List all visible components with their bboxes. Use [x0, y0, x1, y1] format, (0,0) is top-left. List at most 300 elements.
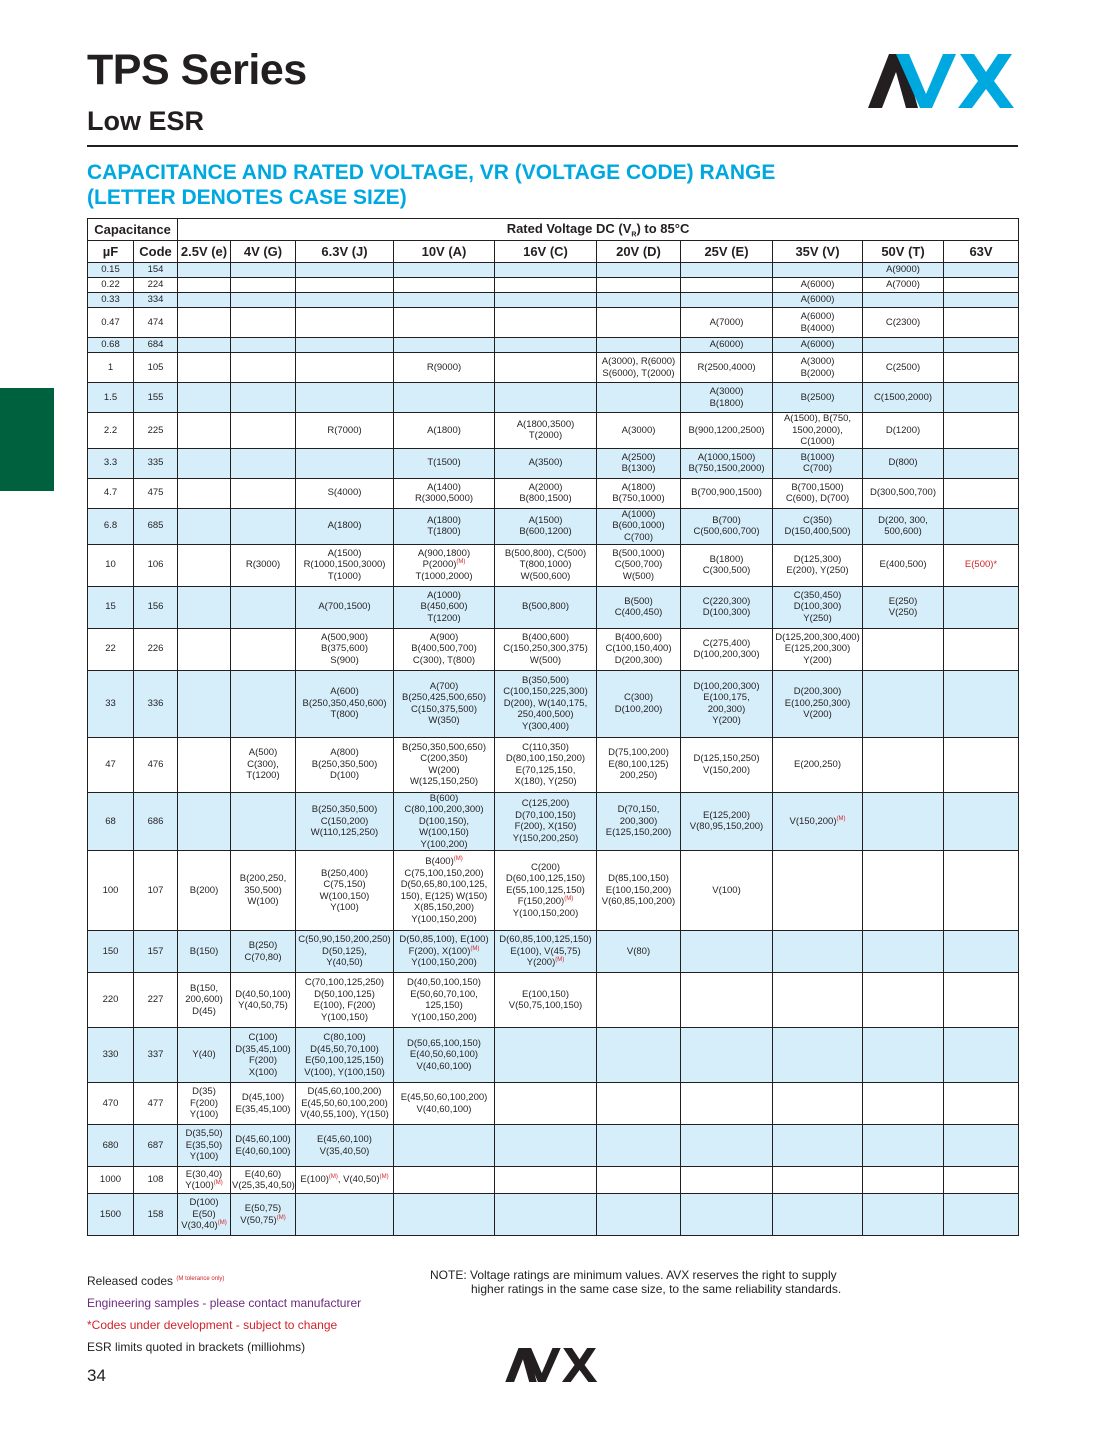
cell-rating	[597, 293, 681, 308]
cell-rating	[863, 851, 944, 931]
cell-rating	[178, 508, 231, 544]
table-column-header	[88, 241, 1019, 263]
cell-rating	[231, 413, 296, 449]
cell-rating	[178, 293, 231, 308]
cell-rating	[597, 1125, 681, 1167]
cell-capacitance: 1.5	[88, 383, 134, 413]
cell-code: 158	[134, 1194, 178, 1236]
cell-rating	[394, 338, 495, 353]
cell-rating	[863, 792, 944, 851]
cell-rating: E(30,40) $Y(100)^{(M)}$	[178, 1167, 231, 1194]
cell-rating	[863, 1125, 944, 1167]
cell-rating	[944, 1125, 1019, 1167]
cell-rating: D(45,60,100,200) E(45,50,60,100,200) V(40,55,100), Y(150)	[296, 1083, 394, 1125]
cell-code: 476	[134, 737, 178, 792]
cell-rating: A(700,1500)	[296, 586, 394, 628]
cell-rating: B(150, 200,600) D(45)	[178, 973, 231, 1028]
cell-rating	[944, 586, 1019, 628]
cell-rating: B(500,800)	[495, 586, 597, 628]
table-group-header	[88, 219, 1019, 241]
cell-rating: $B(400)^{(M)}$ C(75,100,150,200) D(50,65,80,100,125, 150), E(125) W(150) X(85,150,200) Y(100,150,200)	[394, 851, 495, 931]
cell-rating: T(1500)	[394, 448, 495, 478]
cell-rating	[597, 1028, 681, 1083]
header-voltage: 20V (D)	[597, 241, 681, 263]
cell-rating: D(300,500,700)	[863, 478, 944, 508]
cell-rating: B(250) C(70,80)	[231, 931, 296, 973]
cell-rating: C(80,100) D(45,50,70,100) E(50,100,125,150) V(100), Y(100,150)	[296, 1028, 394, 1083]
cell-rating	[944, 383, 1019, 413]
cell-rating: D(125,150,250) V(150,200)	[681, 737, 773, 792]
cell-rating	[681, 1028, 773, 1083]
cell-rating	[944, 851, 1019, 931]
cell-rating	[231, 670, 296, 737]
cell-code: 155	[134, 383, 178, 413]
cell-rating	[178, 478, 231, 508]
cell-rating: A(1800) T(1800)	[394, 508, 495, 544]
cell-rating: A(1500), B(750, 1500,2000), C(1000)	[773, 413, 863, 449]
cell-code: 335	[134, 448, 178, 478]
cell-capacitance: 33	[88, 670, 134, 737]
table-row	[88, 448, 1019, 478]
cell-rating	[495, 353, 597, 383]
cell-rating	[863, 737, 944, 792]
cell-rating	[681, 263, 773, 278]
cell-rating	[296, 448, 394, 478]
header-voltage: 2.5V (e)	[178, 241, 231, 263]
avx-logo	[868, 54, 1018, 108]
table-row	[88, 413, 1019, 449]
cell-rating	[231, 293, 296, 308]
cell-rating: R(2500,4000)	[681, 353, 773, 383]
cell-rating: C(1500,2000)	[863, 383, 944, 413]
cell-rating: S(4000)	[296, 478, 394, 508]
cell-rating: E(45,50,60,100,200) V(40,60,100)	[394, 1083, 495, 1125]
header-voltage: 4V (G)	[231, 241, 296, 263]
cell-rating: C(200) D(60,100,125,150) E(55,100,125,150) $F(150,200)^{(M)}$ Y(100,150,200)	[495, 851, 597, 931]
cell-rating	[863, 973, 944, 1028]
cell-rating: E(40,60) V(25,35,40,50)	[231, 1167, 296, 1194]
cell-rating: A(6000)	[773, 338, 863, 353]
cell-rating	[178, 308, 231, 338]
avx-footer-logo	[505, 1348, 600, 1382]
table-row	[88, 278, 1019, 293]
cell-rating: D(85,100,150) E(100,150,200) V(60,85,100,200)	[597, 851, 681, 931]
cell-rating: A(3000) B(2000)	[773, 353, 863, 383]
table-row	[88, 478, 1019, 508]
table-row	[88, 1125, 1019, 1167]
cell-rating	[394, 308, 495, 338]
cell-rating	[394, 293, 495, 308]
table-row	[88, 1083, 1019, 1125]
table-row	[88, 383, 1019, 413]
cell-rating	[394, 1167, 495, 1194]
cell-rating	[863, 293, 944, 308]
m-tolerance-marker: (M)	[276, 1214, 286, 1221]
cell-rating: B(1800) C(300,500)	[681, 544, 773, 586]
cell-rating	[863, 1194, 944, 1236]
cell-rating	[863, 931, 944, 973]
cell-rating	[231, 338, 296, 353]
cell-rating	[296, 353, 394, 383]
cell-rating	[944, 1194, 1019, 1236]
cell-rating	[495, 308, 597, 338]
cell-rating: B(2500)	[773, 383, 863, 413]
cell-rating: A(3000)	[597, 413, 681, 449]
cell-rating: A(1000) B(450,600) T(1200)	[394, 586, 495, 628]
cell-rating: A(7000)	[863, 278, 944, 293]
table-row	[88, 931, 1019, 973]
cell-code: 337	[134, 1028, 178, 1083]
cell-rating	[495, 1125, 597, 1167]
table-row	[88, 586, 1019, 628]
cell-capacitance: 0.33	[88, 293, 134, 308]
cell-rating: A(500) C(300), T(1200)	[231, 737, 296, 792]
cell-rating: B(250,350,500,650) C(200,350) W(200) W(125,150,250)	[394, 737, 495, 792]
cell-rating: B(700,1500) C(600), D(700)	[773, 478, 863, 508]
cell-rating: C(350) D(150,400,500)	[773, 508, 863, 544]
cell-rating: D(1200)	[863, 413, 944, 449]
cell-rating: C(70,100,125,250) D(50,100,125) E(100), F(200) Y(100,150)	[296, 973, 394, 1028]
table-row	[88, 792, 1019, 851]
cell-rating	[944, 448, 1019, 478]
cell-rating	[863, 1167, 944, 1194]
cell-rating	[944, 1083, 1019, 1125]
page-number: 34	[87, 1366, 106, 1385]
cell-rating	[944, 353, 1019, 383]
cell-rating	[944, 478, 1019, 508]
table-row	[88, 628, 1019, 670]
cell-code: 336	[134, 670, 178, 737]
cell-rating	[178, 792, 231, 851]
cell-rating	[296, 293, 394, 308]
header-voltage: 10V (A)	[394, 241, 495, 263]
cell-rating: E(50,75) $V(50,75)^{(M)}$	[231, 1194, 296, 1236]
cell-rating: D(75,100,200) E(80,100,125) 200,250)	[597, 737, 681, 792]
cell-capacitance: 330	[88, 1028, 134, 1083]
cell-rating: A(900,1800) $P(2000)^{(M)}$ T(1000,2000)	[394, 544, 495, 586]
cell-code: 684	[134, 338, 178, 353]
cell-capacitance: 470	[88, 1083, 134, 1125]
cell-rating	[597, 278, 681, 293]
cell-rating: D(60,85,100,125,150) E(100), V(45,75) $Y(200)^{(M)}$	[495, 931, 597, 973]
legend-engineering: Engineering samples - please contact manufacturer	[87, 1296, 362, 1310]
cell-rating: E(400,500)	[863, 544, 944, 586]
cell-rating: A(1000) B(600,1000) C(700)	[597, 508, 681, 544]
table-row	[88, 973, 1019, 1028]
table-row	[88, 293, 1019, 308]
cell-rating	[773, 1125, 863, 1167]
cell-rating: B(900,1200,2500)	[681, 413, 773, 449]
cell-rating	[681, 973, 773, 1028]
cell-rating	[495, 1028, 597, 1083]
cell-rating: B(350,500) C(100,150,225,300) D(200), W(140,175, 250,400,500) Y(300,400)	[495, 670, 597, 737]
cell-rating: R(7000)	[296, 413, 394, 449]
header-rated-voltage: Rated Voltage DC $(V_R)$ to 85°C	[178, 219, 1019, 241]
cell-code: 686	[134, 792, 178, 851]
cell-rating	[495, 338, 597, 353]
cell-rating: D(35,50) E(35,50) Y(100)	[178, 1125, 231, 1167]
cell-rating	[944, 931, 1019, 973]
cell-rating: D(800)	[863, 448, 944, 478]
cell-rating: D(50,65,100,150) E(40,50,60,100) V(40,60,100)	[394, 1028, 495, 1083]
cell-rating	[495, 278, 597, 293]
cell-rating: A(6000)	[773, 293, 863, 308]
m-tolerance-marker: (M)	[470, 945, 480, 952]
m-tolerance-marker: (M)	[555, 957, 565, 964]
cell-rating: A(1500) R(1000,1500,3000) T(1000)	[296, 544, 394, 586]
cell-rating: B(200)	[178, 851, 231, 931]
cell-rating	[495, 293, 597, 308]
cell-rating	[681, 1125, 773, 1167]
cell-rating	[944, 293, 1019, 308]
cell-rating: E(125,200) V(80,95,150,200)	[681, 792, 773, 851]
cell-rating: B(400,600) C(100,150,400) D(200,300)	[597, 628, 681, 670]
cell-capacitance: 0.68	[88, 338, 134, 353]
cell-capacitance: 1500	[88, 1194, 134, 1236]
m-tolerance-marker: (M)	[379, 1174, 389, 1181]
note	[430, 1268, 890, 1296]
cell-rating	[495, 383, 597, 413]
cell-rating: A(600) B(250,350,450,600) T(800)	[296, 670, 394, 737]
cell-rating: A(9000)	[863, 263, 944, 278]
cell-rating	[681, 1083, 773, 1125]
cell-rating	[944, 737, 1019, 792]
cell-rating	[231, 586, 296, 628]
cell-rating: B(700) C(500,600,700)	[681, 508, 773, 544]
cell-rating: C(275,400) D(100,200,300)	[681, 628, 773, 670]
cell-rating: A(1800)	[394, 413, 495, 449]
m-tolerance-marker: (M)	[836, 815, 846, 822]
cell-rating: A(3500)	[495, 448, 597, 478]
cell-rating: A(500,900) B(375,600) S(900)	[296, 628, 394, 670]
cell-rating: A(1800)	[296, 508, 394, 544]
legend	[87, 1268, 361, 1358]
cell-rating	[944, 413, 1019, 449]
cell-rating	[597, 973, 681, 1028]
header-capacitance: Capacitance	[88, 219, 178, 241]
cell-rating: C(125,200) D(70,100,150) F(200), X(150) Y(150,200,250)	[495, 792, 597, 851]
cell-capacitance: 47	[88, 737, 134, 792]
cell-rating	[944, 278, 1019, 293]
cell-rating: D(125,200,300,400) E(125,200,300) Y(200)	[773, 628, 863, 670]
cell-rating	[597, 383, 681, 413]
cell-capacitance: 0.22	[88, 278, 134, 293]
cell-rating	[597, 338, 681, 353]
m-tolerance-marker: (M)	[564, 896, 574, 903]
cell-code: 334	[134, 293, 178, 308]
cell-rating: A(1500) B(600,1200)	[495, 508, 597, 544]
cell-capacitance: 4.7	[88, 478, 134, 508]
cell-rating: A(3000) B(1800)	[681, 383, 773, 413]
cell-rating: A(1800,3500) T(2000)	[495, 413, 597, 449]
cell-rating: D(200,300) E(100,250,300) V(200)	[773, 670, 863, 737]
cell-rating	[773, 1083, 863, 1125]
cell-code: 105	[134, 353, 178, 383]
cell-rating	[394, 1194, 495, 1236]
cell-rating: C(50,90,150,200,250) D(50,125), Y(40,50)	[296, 931, 394, 973]
cell-rating	[495, 1194, 597, 1236]
cell-rating	[944, 670, 1019, 737]
cell-capacitance: 6.8	[88, 508, 134, 544]
cell-rating	[944, 338, 1019, 353]
cell-rating	[296, 308, 394, 338]
table-row	[88, 308, 1019, 338]
cell-rating: A(900) B(400,500,700) C(300), T(800)	[394, 628, 495, 670]
m-tolerance-marker: (M)	[217, 1220, 227, 1227]
cell-rating	[178, 353, 231, 383]
cell-rating	[863, 1028, 944, 1083]
cell-rating	[944, 973, 1019, 1028]
cell-rating: A(700) B(250,425,500,650) C(150,375,500) W(350)	[394, 670, 495, 737]
cell-rating: A(2000) B(800,1500)	[495, 478, 597, 508]
cell-rating	[597, 308, 681, 338]
cell-rating: E(45,60,100) V(35,40,50)	[296, 1125, 394, 1167]
cell-code: 157	[134, 931, 178, 973]
cell-rating: A(1400) R(3000,5000)	[394, 478, 495, 508]
capacitance-voltage-table	[87, 218, 1019, 1236]
cell-rating	[178, 628, 231, 670]
cell-rating	[495, 1083, 597, 1125]
m-tolerance-marker: (M)	[453, 855, 463, 862]
cell-rating: A(2500) B(1300)	[597, 448, 681, 478]
cell-rating	[231, 278, 296, 293]
cell-capacitance: 220	[88, 973, 134, 1028]
cell-code: 685	[134, 508, 178, 544]
header-code: Code	[134, 241, 178, 263]
cell-rating	[681, 1194, 773, 1236]
cell-capacitance: 0.15	[88, 263, 134, 278]
cell-rating	[944, 792, 1019, 851]
m-tolerance-marker: (M)	[456, 559, 466, 566]
cell-code: 154	[134, 263, 178, 278]
table-row	[88, 263, 1019, 278]
cell-rating	[231, 383, 296, 413]
cell-rating: A(1800) B(750,1000)	[597, 478, 681, 508]
cell-rating	[178, 278, 231, 293]
cell-rating	[944, 1028, 1019, 1083]
cell-rating	[231, 628, 296, 670]
table-row	[88, 353, 1019, 383]
cell-rating: D(200, 300, 500,600)	[863, 508, 944, 544]
cell-rating: D(100,200,300) E(100,175, 200,300) Y(200)	[681, 670, 773, 737]
table-row	[88, 508, 1019, 544]
cell-rating	[863, 670, 944, 737]
cell-rating	[231, 448, 296, 478]
cell-rating	[231, 478, 296, 508]
page-subtitle: Low ESR	[87, 106, 205, 136]
cell-rating: A(800) B(250,350,500) D(100)	[296, 737, 394, 792]
cell-rating	[944, 308, 1019, 338]
cell-rating: B(600) C(80,100,200,300) D(100,150), W(100,150) Y(100,200)	[394, 792, 495, 851]
cell-rating	[863, 628, 944, 670]
cell-rating	[178, 448, 231, 478]
cell-rating: D(45,100) E(35,45,100)	[231, 1083, 296, 1125]
cell-rating: V(80)	[597, 931, 681, 973]
cell-capacitance: 1	[88, 353, 134, 383]
cell-rating	[944, 628, 1019, 670]
cell-rating	[944, 508, 1019, 544]
cell-rating	[681, 931, 773, 973]
table-row	[88, 851, 1019, 931]
cell-rating: E(250) V(250)	[863, 586, 944, 628]
note-line2: higher ratings in the same case size, to the same reliability standards.	[471, 1282, 842, 1296]
cell-rating	[231, 353, 296, 383]
cell-rating	[944, 263, 1019, 278]
cell-capacitance: 0.47	[88, 308, 134, 338]
cell-code: 477	[134, 1083, 178, 1125]
cell-code: 226	[134, 628, 178, 670]
cell-rating	[296, 278, 394, 293]
cell-capacitance: 22	[88, 628, 134, 670]
cell-rating: B(500,800), C(500) T(800,1000) W(500,600)	[495, 544, 597, 586]
cell-rating	[681, 293, 773, 308]
cell-rating: E(100,150) V(50,75,100,150)	[495, 973, 597, 1028]
cell-rating: D(125,300) E(200), Y(250)	[773, 544, 863, 586]
cell-rating: B(150)	[178, 931, 231, 973]
legend-development: *Codes under development - subject to change	[87, 1318, 338, 1332]
cell-rating: C(100) D(35,45,100) F(200) X(100)	[231, 1028, 296, 1083]
cell-capacitance: 10	[88, 544, 134, 586]
side-tab	[0, 388, 54, 491]
cell-rating: B(1000) C(700)	[773, 448, 863, 478]
cell-code: 108	[134, 1167, 178, 1194]
cell-capacitance: 3.3	[88, 448, 134, 478]
cell-code: 107	[134, 851, 178, 931]
cell-rating: B(500,1000) C(500,700) W(500)	[597, 544, 681, 586]
cell-code: 225	[134, 413, 178, 449]
header-voltage: 35V (V)	[773, 241, 863, 263]
cell-code: 156	[134, 586, 178, 628]
cell-code: 224	[134, 278, 178, 293]
cell-rating: R(9000)	[394, 353, 495, 383]
cell-rating: A(1000,1500) B(750,1500,2000)	[681, 448, 773, 478]
cell-rating	[773, 973, 863, 1028]
table-row	[88, 670, 1019, 737]
cell-rating: B(400,600) C(150,250,300,375) W(500)	[495, 628, 597, 670]
section-heading	[87, 160, 987, 210]
cell-rating	[495, 263, 597, 278]
cell-rating: C(220,300) D(100,300)	[681, 586, 773, 628]
cell-rating: D(50,85,100), E(100) F(200), $X(100)^{(M)}$ Y(100,150,200)	[394, 931, 495, 973]
cell-rating: C(2500)	[863, 353, 944, 383]
cell-rating	[863, 1083, 944, 1125]
cell-rating	[178, 338, 231, 353]
cell-rating: C(2300)	[863, 308, 944, 338]
cell-rating	[394, 263, 495, 278]
legend-released: Released codes $^{(M tolerance only)}$	[87, 1274, 225, 1288]
table-row	[88, 544, 1019, 586]
header-voltage: 50V (T)	[863, 241, 944, 263]
cell-rating	[944, 1167, 1019, 1194]
cell-rating: B(250,400) C(75,150) W(100,150) Y(100)	[296, 851, 394, 931]
cell-rating: A(6000) B(4000)	[773, 308, 863, 338]
cell-capacitance: 68	[88, 792, 134, 851]
header-voltage: 6.3V (J)	[296, 241, 394, 263]
cell-rating	[681, 1167, 773, 1194]
table-row	[88, 737, 1019, 792]
cell-rating: D(40,50,100,150) E(50,60,70,100, 125,150) Y(100,150,200)	[394, 973, 495, 1028]
cell-rating	[773, 1028, 863, 1083]
cell-rating	[773, 931, 863, 973]
cell-rating	[178, 544, 231, 586]
cell-rating	[296, 383, 394, 413]
cell-rating	[863, 338, 944, 353]
cell-rating: D(70,150, 200,300) E(125,150,200)	[597, 792, 681, 851]
legend-esr: ESR limits quoted in brackets (milliohms)	[87, 1340, 306, 1354]
cell-rating: E(500)*	[944, 544, 1019, 586]
m-tolerance-marker: (M)	[328, 1174, 338, 1181]
cell-rating	[495, 1167, 597, 1194]
